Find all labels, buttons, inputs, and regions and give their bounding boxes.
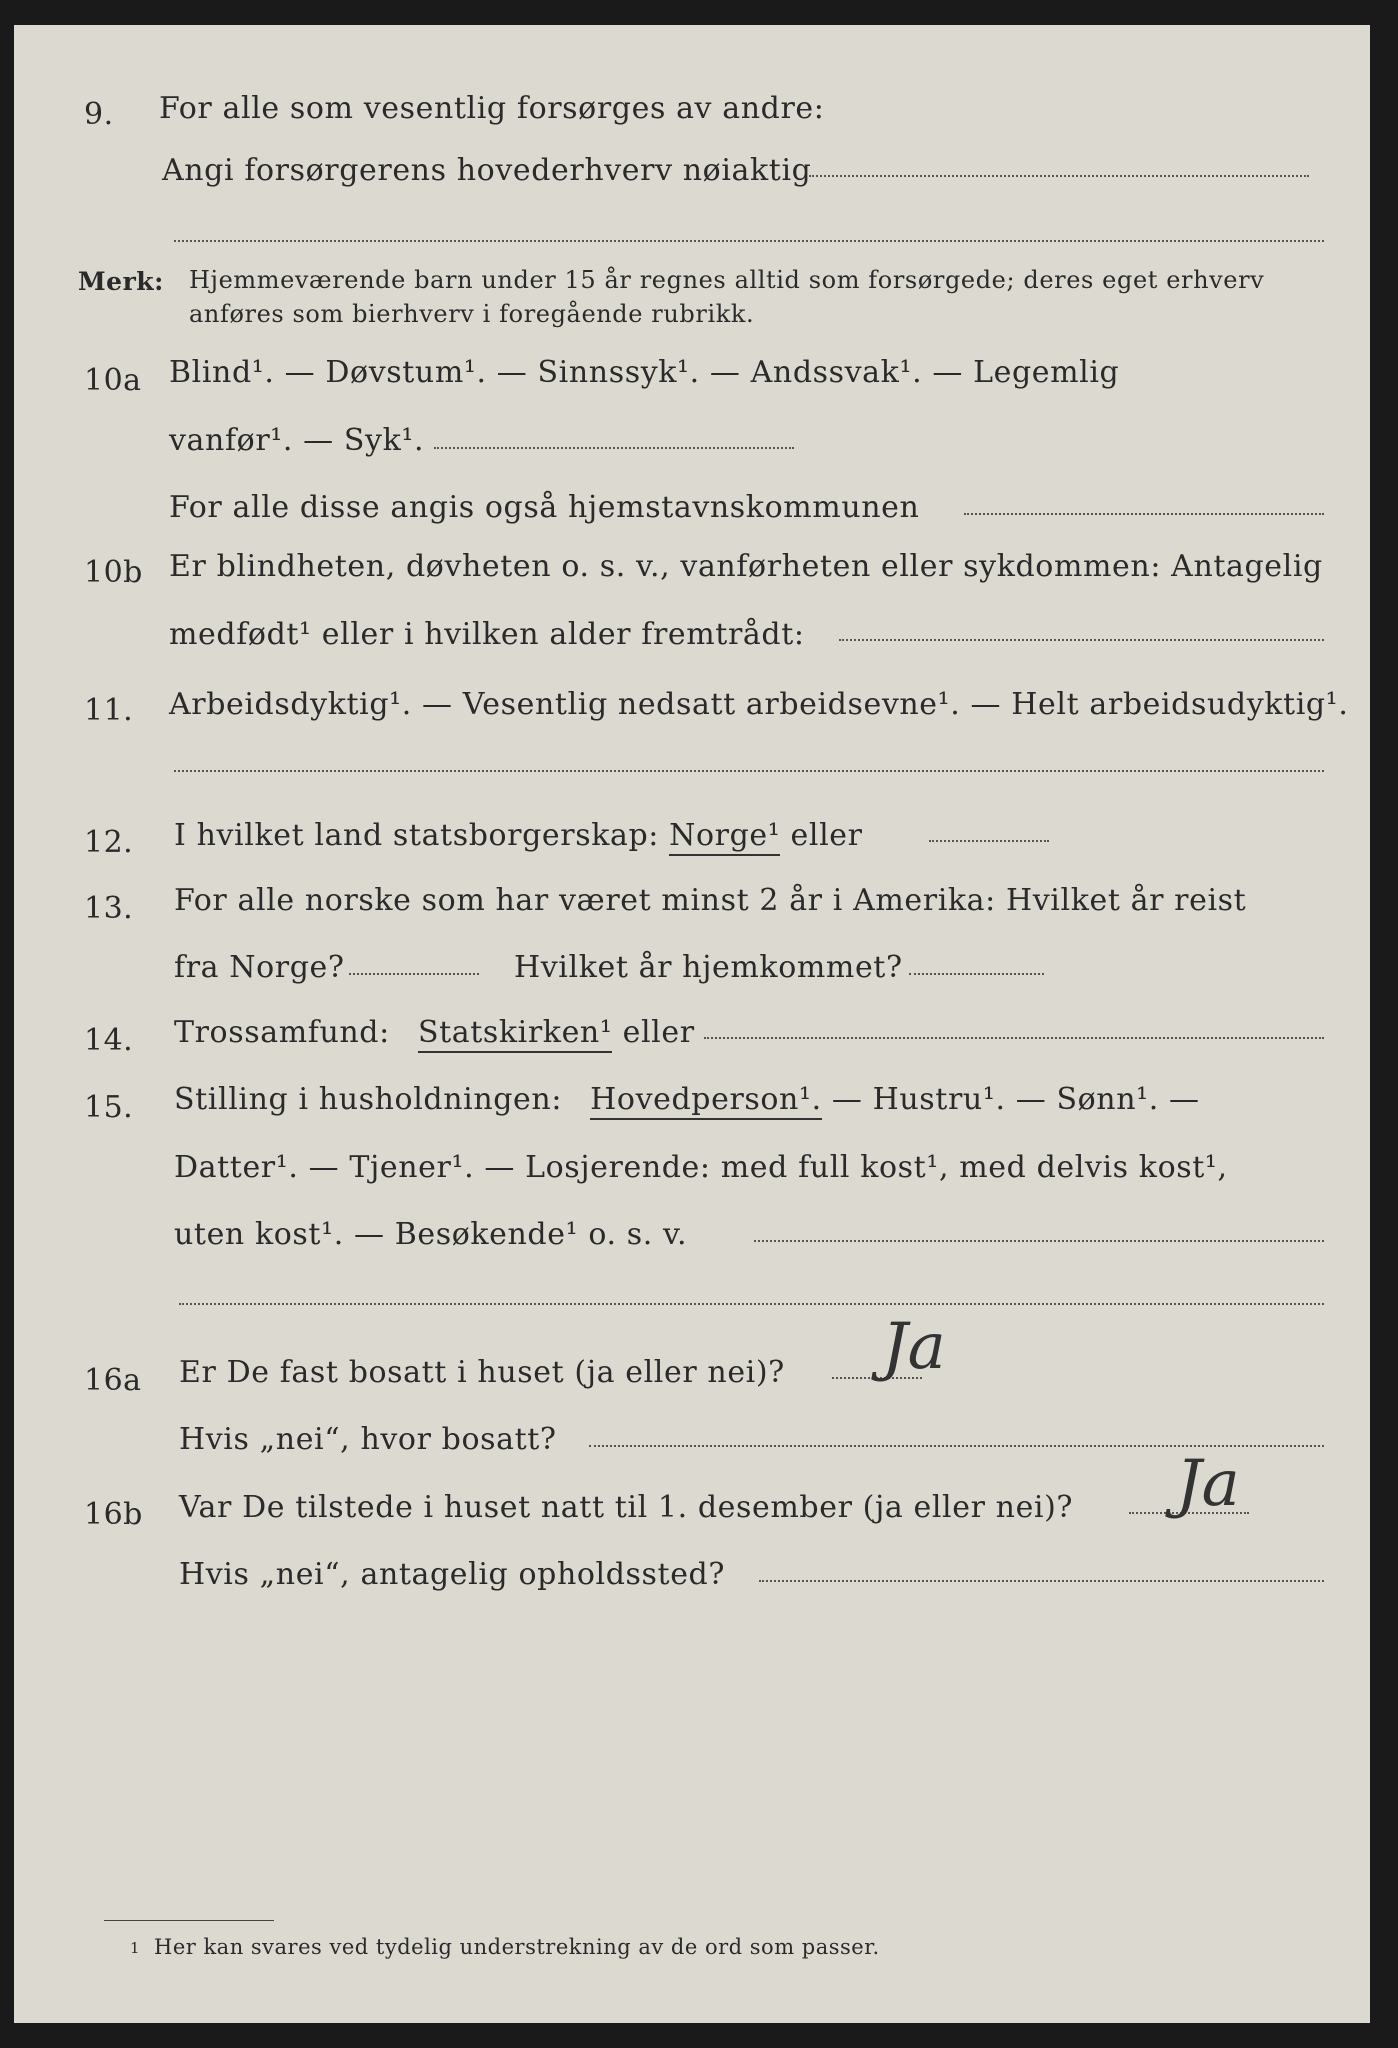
q13-line1: For alle norske som har været minst 2 år i Amerika: Hvilket år reist: [174, 883, 1247, 918]
merk-label: Merk:: [78, 267, 164, 296]
census-form-page: [14, 25, 1370, 2023]
q16b-line2: Hvis „nei“, antagelig opholdssted?: [179, 1557, 726, 1592]
q10a-line3: For alle disse angis også hjemstavnskommunen: [169, 490, 920, 525]
q16a-line1: Er De fast bosatt i huset (ja eller nei)?: [179, 1355, 785, 1390]
footnote: [130, 1935, 880, 1959]
q13-hjemkommet-field[interactable]: [909, 973, 1044, 975]
q11-line1: Arbeidsdyktig¹. — Vesentlig nedsatt arbeidsevne¹. — Helt arbeidsudyktig¹.: [169, 687, 1349, 722]
q16a-line2: Hvis „nei“, hvor bosatt?: [179, 1422, 557, 1457]
q10a-hjemstavn-field[interactable]: [964, 513, 1324, 515]
q14-number: 14.: [84, 1023, 134, 1058]
merk-line1: Hjemmeværende barn under 15 år regnes alltid som forsørgede; deres eget erhverv: [189, 266, 1265, 294]
q14-option-statskirken[interactable]: Statskirken¹: [418, 1015, 613, 1053]
q10a-line2: vanfør¹. — Syk¹.: [169, 423, 425, 458]
q16b-opholdssted-field[interactable]: [759, 1580, 1324, 1582]
q11-answer-field[interactable]: [174, 770, 1324, 772]
q14-pre: Trossamfund:: [174, 1015, 390, 1050]
q9-line1: For alle som vesentlig forsørges av andre:: [159, 91, 825, 126]
q15-answer-field-2[interactable]: [179, 1303, 1324, 1305]
q10b-number: 10b: [84, 555, 143, 590]
footnote-text: Her kan svares ved tydelig understrekning av de ord som passer.: [154, 1935, 880, 1959]
q9-number: 9.: [84, 97, 114, 132]
q16b-handwritten-answer: Ja: [1176, 1447, 1240, 1521]
q14-answer-field[interactable]: [704, 1037, 1324, 1039]
q9-answer-field-2[interactable]: [174, 240, 1324, 242]
q15-answer-field[interactable]: [754, 1240, 1324, 1242]
q10a-answer-field[interactable]: [434, 447, 794, 449]
q16b-number: 16b: [84, 1497, 143, 1532]
q9-answer-field[interactable]: [809, 175, 1309, 177]
q13-line2a: fra Norge?: [174, 950, 345, 985]
q9-line2: Angi forsørgerens hovederhverv nøiaktig: [162, 153, 812, 188]
q10b-line1: Er blindheten, døvheten o. s. v., vanførheten eller sykdommen: Antagelig: [169, 549, 1323, 584]
q12-answer-field[interactable]: [929, 840, 1049, 842]
q10b-answer-field[interactable]: [839, 639, 1324, 641]
q15-post: — Hustru¹. — Sønn¹. —: [831, 1082, 1200, 1117]
merk-line2: anføres som bierhverv i foregående rubrikk.: [189, 300, 755, 328]
q13-number: 13.: [84, 891, 134, 926]
q15-line3: uten kost¹. — Besøkende¹ o. s. v.: [174, 1217, 688, 1252]
q16a-number: 16a: [84, 1363, 142, 1398]
q15-pre: Stilling i husholdningen:: [174, 1082, 563, 1117]
q15-option-hovedperson[interactable]: Hovedperson¹.: [590, 1082, 822, 1120]
q12-post: eller: [790, 818, 863, 853]
q10a-line1: Blind¹. — Døvstum¹. — Sinnssyk¹. — Andssvak¹. — Legemlig: [169, 355, 1120, 390]
q13-line2b: Hvilket år hjemkommet?: [514, 950, 903, 985]
q10b-line2: medfødt¹ eller i hvilken alder fremtrådt:: [169, 617, 805, 652]
q12-line: [174, 818, 863, 853]
q11-number: 11.: [84, 693, 134, 728]
q14-line: [174, 1015, 695, 1050]
q12-option-norge[interactable]: Norge¹: [669, 818, 780, 856]
q13-reist-field[interactable]: [349, 973, 479, 975]
footnote-rule: [104, 1920, 274, 1921]
q16a-handwritten-answer: Ja: [882, 1310, 946, 1384]
q15-number: 15.: [84, 1090, 134, 1125]
q16b-line1: Var De tilstede i huset natt til 1. desember (ja eller nei)?: [179, 1490, 1074, 1525]
q12-number: 12.: [84, 825, 134, 860]
q14-post: eller: [622, 1015, 695, 1050]
q10a-number: 10a: [84, 363, 142, 398]
q15-line2: Datter¹. — Tjener¹. — Losjerende: med full kost¹, med delvis kost¹,: [174, 1150, 1228, 1185]
q15-line1: [174, 1082, 1200, 1117]
footnote-mark: 1: [130, 1939, 141, 1957]
q12-pre: I hvilket land statsborgerskap:: [174, 818, 659, 853]
